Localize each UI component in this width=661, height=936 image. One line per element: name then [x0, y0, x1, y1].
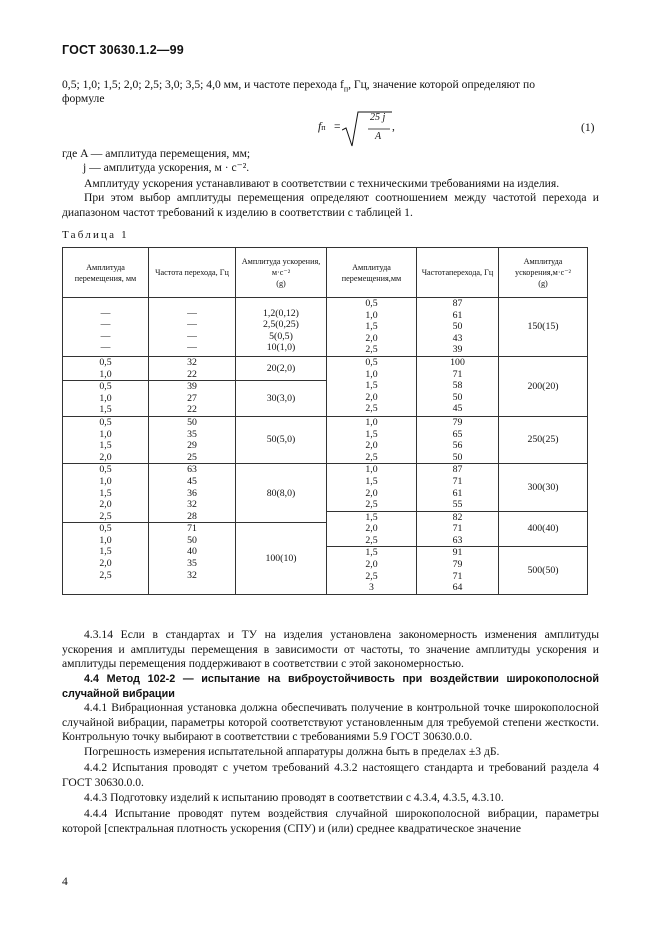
intro-line: 0,5; 1,0; 1,5; 2,0; 2,5; 3,0; 3,5; 4,0 мм, и частоте перехода $f_п$, Гц, значение которой определяют по	[62, 78, 536, 94]
where-j: j — амплитуда ускорения, м · с⁻².	[83, 161, 250, 174]
right-group-2-amp: 0,5 1,0 1,5 2,0 2,5	[327, 356, 417, 416]
left-group-6-freq: 71 50 40 35 32	[149, 523, 236, 595]
left-group-4-acc: 50(5,0)	[236, 416, 327, 463]
left-group-6-acc: 100(10)	[236, 523, 327, 595]
header-amplitude-acceleration-2: Амплитуда ускорения,м·с⁻² (g)	[499, 248, 588, 298]
right-group-3-amp: 1,0 1,5 2,0 2,5	[327, 416, 417, 463]
left-group-2-acc: 20(2,0)	[236, 356, 327, 380]
left-group-4-amp: 0,5 1,0 1,5 2,0	[63, 416, 149, 463]
left-group-3-acc: 30(3,0)	[236, 381, 327, 417]
right-group-6-acc: 500(50)	[499, 547, 588, 594]
left-group-5-freq: 63 45 36 32 28	[149, 464, 236, 523]
header-transition-frequency: Частота перехода, Гц	[149, 248, 236, 298]
formula-1: fп = 25 j A ,	[318, 110, 398, 150]
table-1	[62, 247, 588, 595]
left-group-5-amp: 0,5 1,0 1,5 2,0 2,5	[63, 464, 149, 523]
header-amplitude-acceleration: Амплитуда ускорения, м·с⁻² (g)	[236, 248, 327, 298]
para-4-4-4: 4.4.4 Испытание проводят путем воздействия случайной широкополосной вибрации, параметры которой [спектральная плотность ускорения (СПУ) и (или) среднее квадратическое значение	[62, 807, 599, 835]
left-group-5-acc: 80(8,0)	[236, 464, 327, 523]
para-4-3-14: 4.3.14 Если в стандартах и ТУ на изделия установлена закономерность изменения амплитуды ускорения и амплитуды перемещения в зависимости от частоты, то значение амплитуды ускорения и амплитуды перемещения поддерживают в соответствии с этой закономерностью.	[62, 628, 599, 670]
document-header: ГОСТ 30630.1.2—99	[62, 43, 184, 57]
header-transition-frequency-2: Частотаперехода, Гц	[417, 248, 499, 298]
right-group-5-amp: 1,5 2,0 2,5	[327, 511, 417, 547]
right-group-2-freq: 100 71 58 50 45	[417, 356, 499, 416]
para-4-4-1: 4.4.1 Вибрационная установка должна обеспечивать получение в контрольной точке широкополосной случайной вибрации, параметры которой соответствуют установленным для требуемой степени жесткости. Контрольную точку выбирают в соответствии с требованиями 5.9 ГОСТ 30630.0.0.	[62, 701, 599, 743]
where-a: где A — амплитуда перемещения, мм;	[62, 147, 251, 160]
table-caption: Таблица 1	[62, 229, 129, 241]
para-4-4-3: 4.4.3 Подготовку изделий к испытанию проводят в соответствии с 4.3.4, 4.3.5, 4.3.10.	[84, 791, 504, 804]
header-amplitude-displacement-2: Амплитуда перемещения,мм	[327, 248, 417, 298]
section-4-4-title: 4.4 Метод 102-2 — испытание на виброустойчивость при воздействии широкополосной случайной вибрации	[62, 673, 599, 700]
left-group-6-amp: 0,5 1,0 1,5 2,0 2,5	[63, 523, 149, 595]
left-group-4-freq: 50 35 29 25	[149, 416, 236, 463]
equation-number: (1)	[581, 121, 595, 134]
intro-line-2: формуле	[62, 92, 105, 105]
right-group-1-acc: 150(15)	[499, 298, 588, 357]
right-group-6-freq: 91 79 71 64	[417, 547, 499, 594]
para-amplitude-2: При этом выбор амплитуды перемещения определяют соотношением между частотой перехода и диапазоном частот требований к изделию в соответствии с таблицей 1.	[62, 191, 599, 219]
right-group-5-freq: 82 71 63	[417, 511, 499, 547]
left-group-1-amp: — — — —	[63, 298, 149, 357]
left-group-1-freq: — — — —	[149, 298, 236, 357]
right-group-4-acc: 300(30)	[499, 464, 588, 511]
right-group-2-acc: 200(20)	[499, 356, 588, 416]
left-group-3-amp: 0,5 1,0 1,5	[63, 381, 149, 417]
header-amplitude-displacement: Амплитуда перемещения, мм	[63, 248, 149, 298]
left-group-1-acc: 1,2(0,12) 2,5(0,25) 5(0,5) 10(1,0)	[236, 298, 327, 357]
right-group-5-acc: 400(40)	[499, 511, 588, 547]
right-group-1-amp: 0,5 1,0 1,5 2,0 2,5	[327, 298, 417, 357]
page-number: 4	[62, 875, 68, 888]
right-group-6-amp: 1,5 2,0 2,5 3	[327, 547, 417, 594]
right-group-3-freq: 79 65 56 50	[417, 416, 499, 463]
right-group-1-freq: 87 61 50 43 39	[417, 298, 499, 357]
para-amplitude-1: Амплитуду ускорения устанавливают в соответствии с техническими требованиями на изделия.	[84, 177, 560, 190]
left-group-2-freq: 32 22	[149, 356, 236, 380]
right-group-3-acc: 250(25)	[499, 416, 588, 463]
right-group-4-freq: 87 71 61 55	[417, 464, 499, 511]
left-group-3-freq: 39 27 22	[149, 381, 236, 417]
right-group-4-amp: 1,0 1,5 2,0 2,5	[327, 464, 417, 511]
para-4-4-2: 4.4.2 Испытания проводят с учетом требований 4.3.2 настоящего стандарта и требований раздела 4 ГОСТ 30630.0.0.	[62, 761, 599, 789]
para-4-4-1-b: Погрешность измерения испытательной аппаратуры должна быть в пределах ±3 дБ.	[84, 745, 500, 758]
left-group-2-amp: 0,5 1,0	[63, 356, 149, 380]
